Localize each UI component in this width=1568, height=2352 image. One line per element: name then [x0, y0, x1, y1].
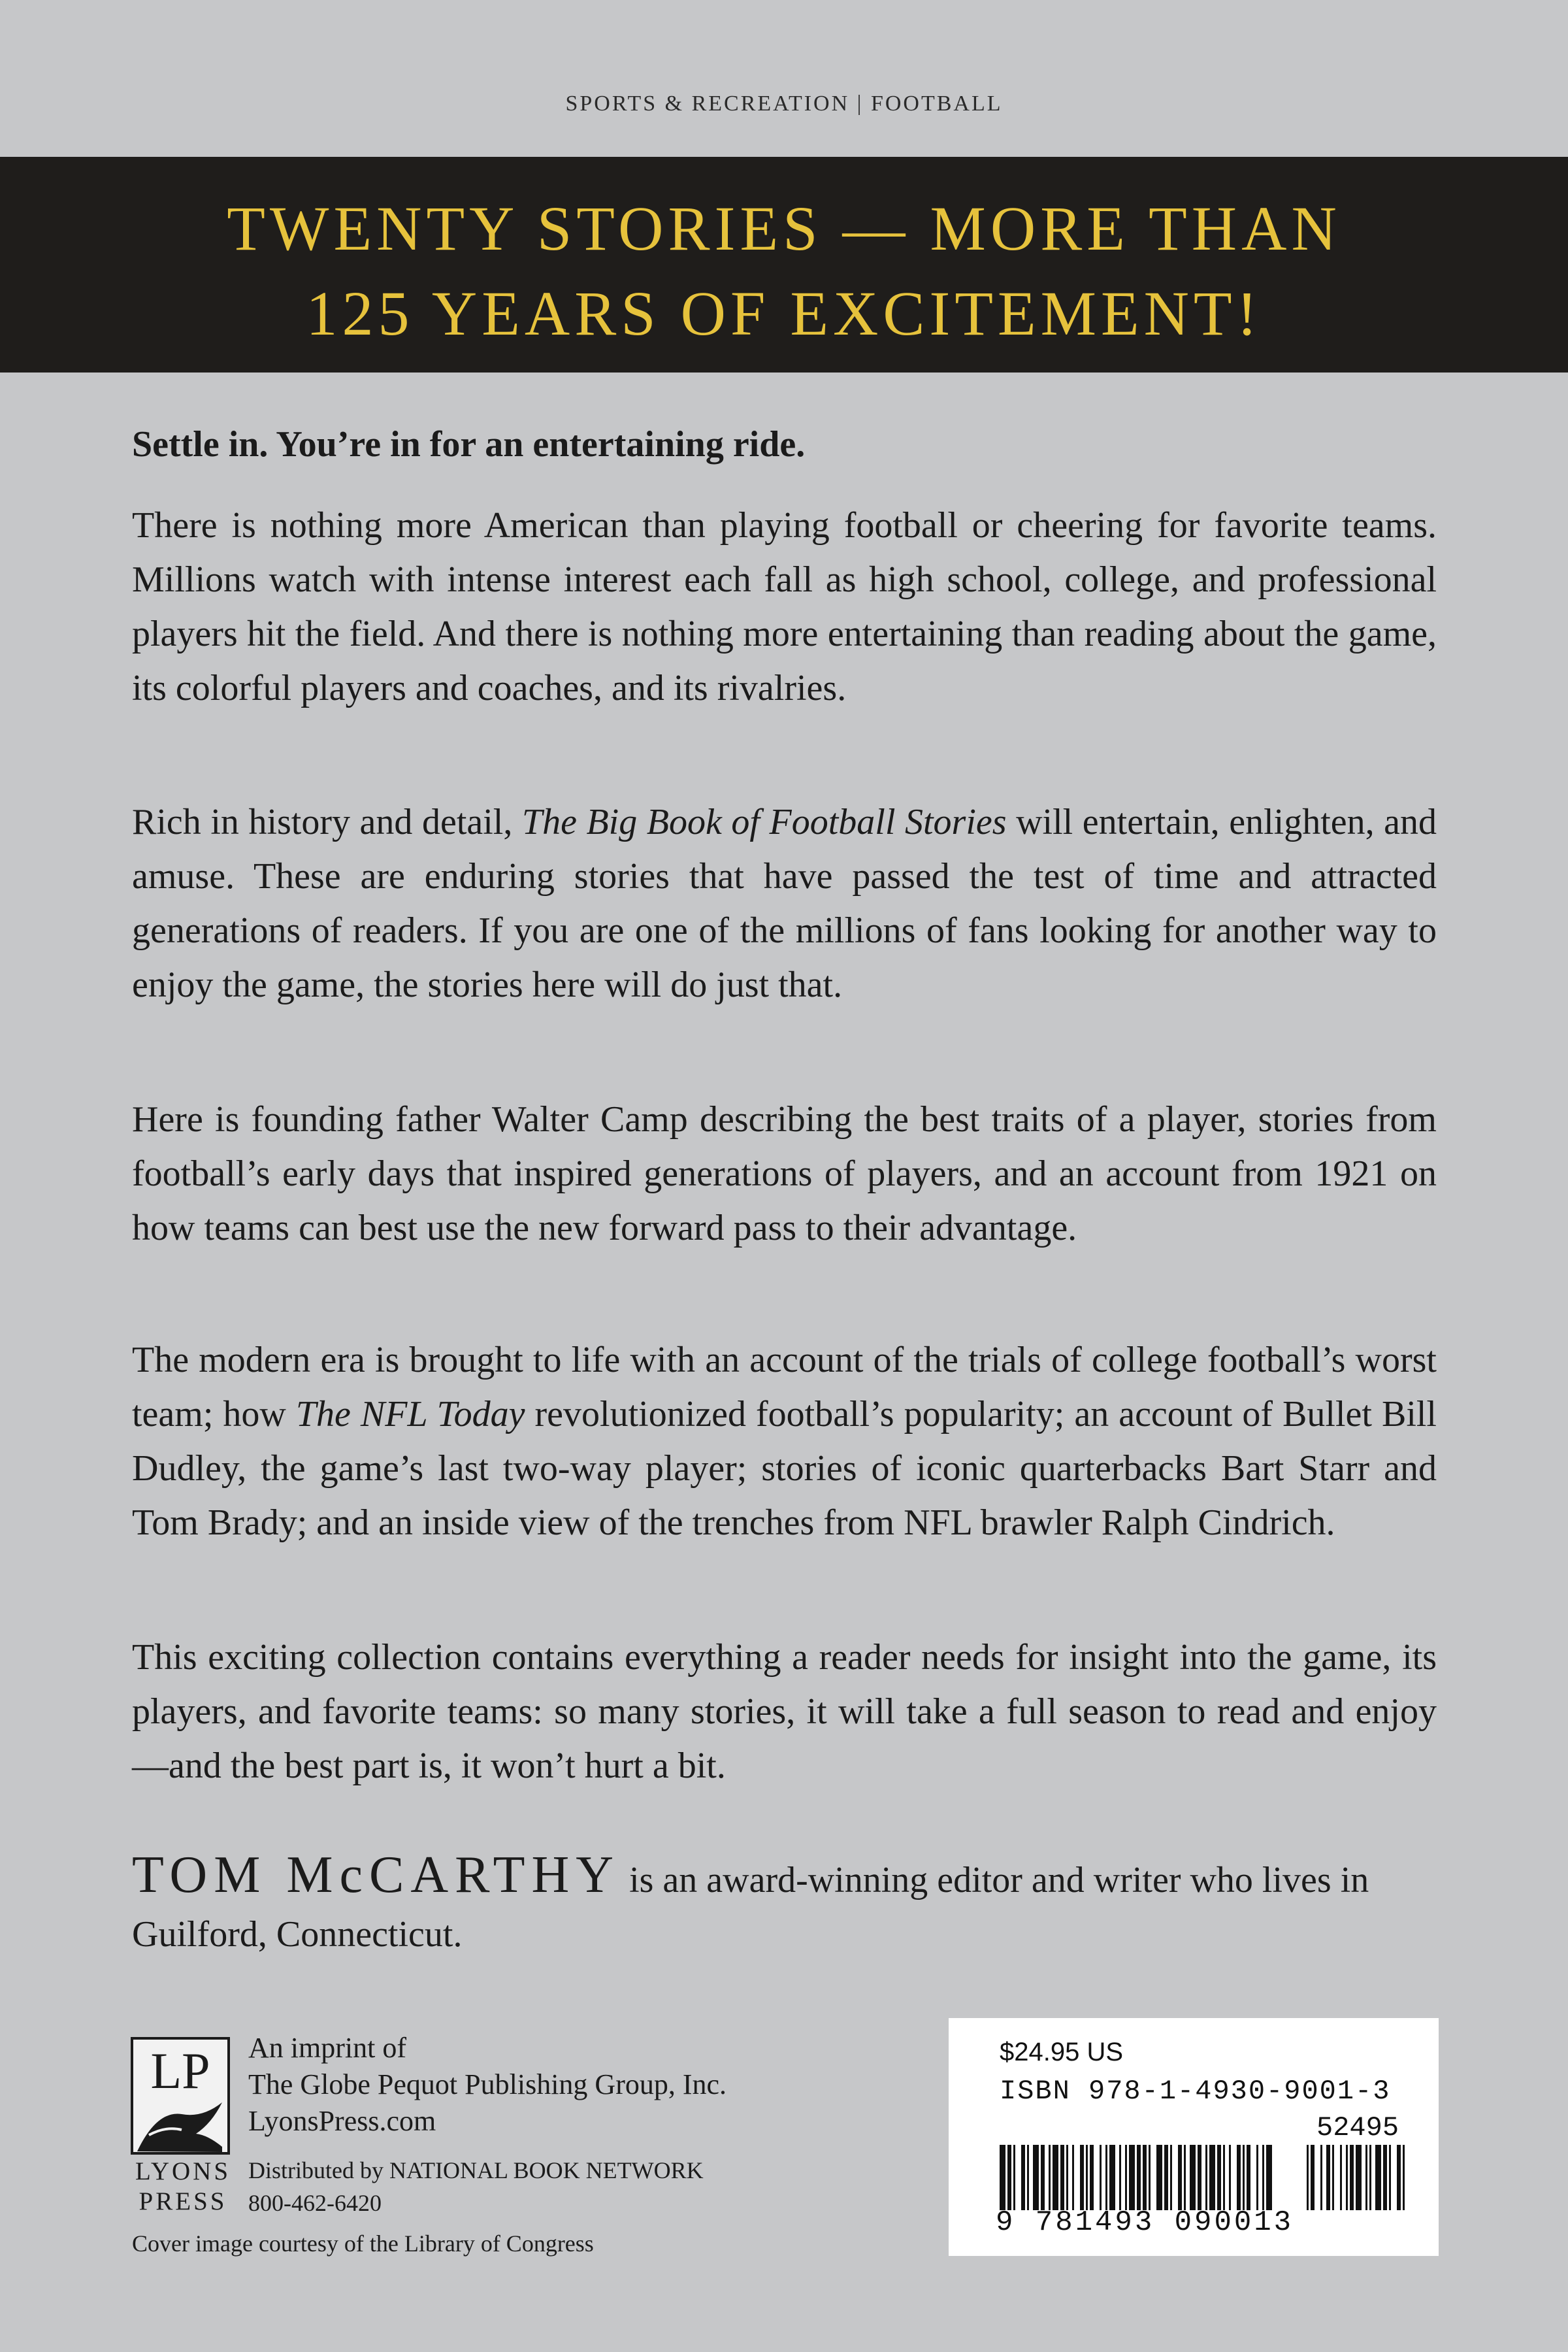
lead-sentence: Settle in. You’re in for an entertaining ride. [132, 424, 806, 465]
publisher-phone: 800-462-6420 [248, 2190, 382, 2216]
author-bio [132, 1848, 1437, 1962]
paragraph-5 [132, 1631, 1437, 1793]
price-code: 52495 [1316, 2112, 1399, 2144]
show-title: The NFL Today [295, 1394, 525, 1434]
paragraph-4-text [132, 1333, 1437, 1550]
imprint-line-1: An imprint of [248, 2032, 406, 2064]
price: $24.95 US [1000, 2038, 1124, 2066]
image-credit: Cover image courtesy of the Library of Congress [132, 2230, 594, 2257]
imprint-line-2: The Globe Pequot Publishing Group, Inc. [248, 2068, 727, 2100]
book-title: The Big Book of Football Stories [521, 802, 1007, 842]
paragraph-2-text [132, 795, 1437, 1012]
logo-letters: LP [150, 2042, 210, 2099]
paragraph-1-text: There is nothing more American than playing football or cheering for favorite teams. Millions watch with intense interest each fall as high school, college, and professional players hit the field. And there is nothing more entertaining than reading about the game, its colorful players and coaches, and its rivalries. [132, 505, 1437, 708]
paragraph-4-prefix: The modern era is brought to life with an account of the trials of college football’s worst team; how [132, 1340, 1437, 1434]
headline-line-2: 125 YEARS OF EXCITEMENT! [306, 278, 1262, 348]
publisher-website: LyonsPress.com [248, 2105, 436, 2137]
paragraph-4 [132, 1333, 1437, 1550]
paragraph-2-prefix: Rich in history and detail, [132, 802, 522, 842]
paragraph-4-rest: revolutionized football’s popularity; an account of Bullet Bill Dudley, the game’s last two-way player; stories of iconic quarterbacks Bart Starr and Tom Brady; and an inside view of the trenches from NFL brawler Ralph Cindrich. [132, 1394, 1437, 1543]
category-label: SPORTS & RECREATION | FOOTBALL [565, 91, 1003, 116]
barcode-icon [1000, 2145, 1405, 2210]
logo-word-2: PRESS [139, 2187, 227, 2215]
paragraph-2 [132, 795, 1437, 1012]
barcode-panel [949, 2018, 1439, 2256]
paragraph-3-text: Here is founding father Walter Camp describing the best traits of a player, stories from football’s early days that inspired generations of players, and an account from 1921 on how teams can best use the new forward pass to their advantage. [132, 1099, 1437, 1248]
paragraph-3 [132, 1093, 1437, 1255]
author-name: TOM McCARTHY [132, 1846, 621, 1904]
distributor: Distributed by NATIONAL BOOK NETWORK [248, 2157, 704, 2183]
logo-word-1: LYONS [135, 2157, 231, 2185]
barcode-digits: 9 781493 090013 [996, 2206, 1294, 2239]
paragraph-2-rest: will entertain, enlighten, and amuse. These are enduring stories that have passed the test of time and attracted generations of readers. If you are one of the millions of fans looking for another way to enjoy the game, the stories here will do just that. [132, 802, 1437, 1005]
headline-line-1: TWENTY STORIES — MORE THAN [227, 193, 1341, 263]
paragraph-1 [132, 499, 1437, 716]
headline-banner [0, 157, 1568, 373]
paragraph-5-text: This exciting collection contains everything a reader needs for insight into the game, its players, and favorite teams: so many stories, it will take a full season to read and enjoy—and the best part is, it won’t hurt a bit. [132, 1637, 1437, 1786]
author-bio-text: is an award-winning editor and writer who lives in Guilford, Connecticut. [132, 1860, 1369, 1955]
isbn: ISBN 978-1-4930-9001-3 [1000, 2076, 1391, 2107]
